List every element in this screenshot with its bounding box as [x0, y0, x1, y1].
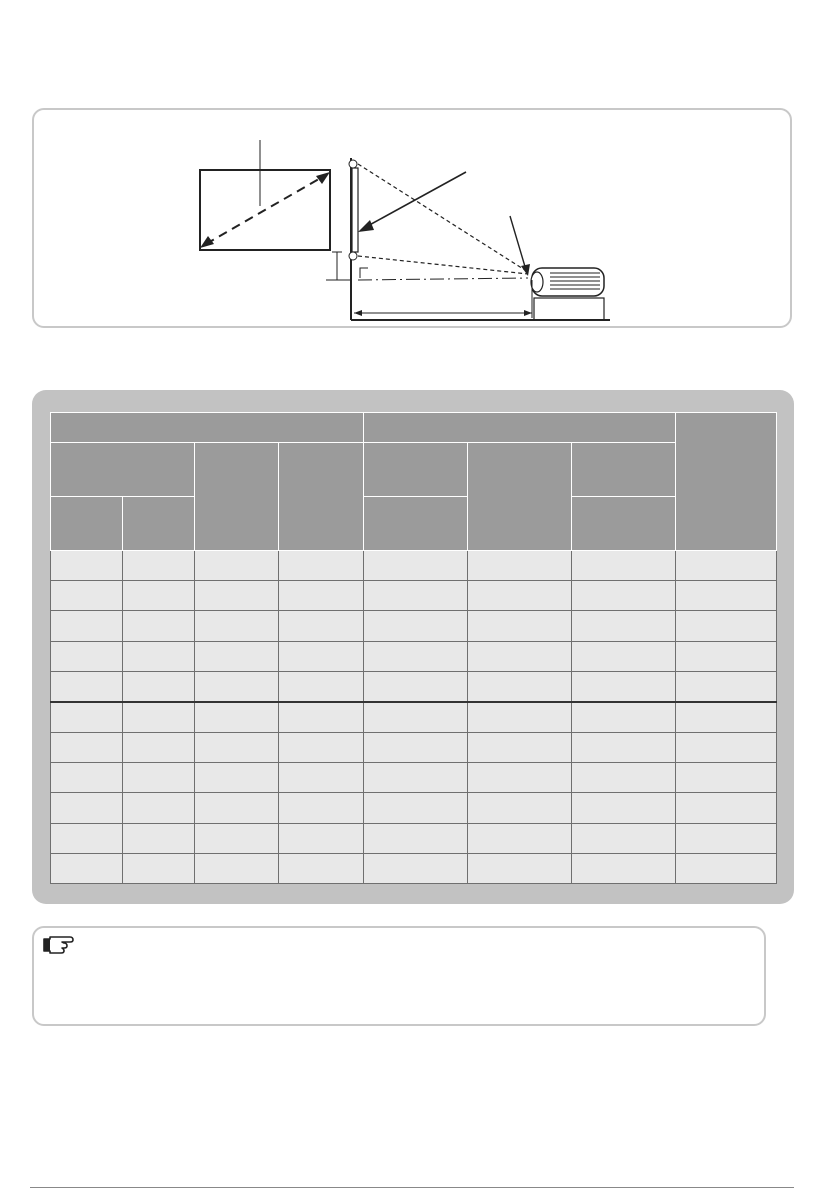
table-row — [51, 733, 777, 763]
table-row — [51, 671, 777, 702]
header-average — [468, 443, 572, 551]
table-cell — [51, 853, 123, 883]
table-cell — [676, 581, 777, 611]
projection-diagram-panel — [32, 108, 792, 328]
note-box — [32, 926, 766, 1026]
table-cell — [676, 763, 777, 793]
table-row — [51, 641, 777, 671]
table-cell — [195, 793, 279, 823]
table-cell — [572, 551, 676, 581]
table-cell — [468, 671, 572, 702]
header-max-zoom — [572, 497, 676, 551]
header-min-zoom — [364, 497, 468, 551]
footer-rule — [30, 1187, 794, 1188]
projection-ray-bottom — [358, 256, 528, 274]
projector-table — [534, 298, 604, 320]
table-cell — [195, 641, 279, 671]
table-cell — [195, 733, 279, 763]
header-height — [195, 443, 279, 551]
table-cell — [572, 763, 676, 793]
table-cell — [468, 702, 572, 733]
dimension-table-panel — [32, 390, 794, 904]
table-cell — [572, 611, 676, 641]
table-cell — [676, 641, 777, 671]
table-row — [51, 581, 777, 611]
dimension-table-body — [51, 551, 777, 884]
table-cell — [364, 581, 468, 611]
table-row — [51, 853, 777, 883]
table-cell — [676, 853, 777, 883]
table-cell — [195, 853, 279, 883]
table-cell — [364, 641, 468, 671]
table-cell — [123, 551, 195, 581]
table-cell — [195, 763, 279, 793]
table-cell — [468, 733, 572, 763]
table-cell — [279, 763, 364, 793]
table-cell — [468, 823, 572, 853]
table-cell — [279, 733, 364, 763]
table-cell — [468, 551, 572, 581]
table-cell — [572, 733, 676, 763]
table-cell — [364, 793, 468, 823]
table-cell — [279, 793, 364, 823]
table-cell — [279, 671, 364, 702]
table-cell — [676, 733, 777, 763]
table-cell — [572, 823, 676, 853]
projector-illustration — [531, 268, 604, 296]
table-row — [51, 551, 777, 581]
table-cell — [279, 641, 364, 671]
table-cell — [123, 733, 195, 763]
screen-top-marker — [349, 160, 357, 168]
table-cell — [195, 581, 279, 611]
table-cell — [123, 671, 195, 702]
dimension-table — [50, 412, 777, 884]
table-cell — [279, 702, 364, 733]
table-cell — [676, 702, 777, 733]
table-cell — [364, 702, 468, 733]
screen-bottom-marker — [349, 252, 357, 260]
table-row — [51, 611, 777, 641]
table-cell — [195, 671, 279, 702]
table-cell — [572, 641, 676, 671]
table-cell — [364, 611, 468, 641]
distance-arrow-right — [524, 310, 532, 316]
table-cell — [572, 671, 676, 702]
table-cell — [195, 551, 279, 581]
table-cell — [676, 671, 777, 702]
table-cell — [468, 641, 572, 671]
header-diagonal-unit-a — [51, 497, 123, 551]
table-cell — [195, 823, 279, 853]
table-cell — [468, 611, 572, 641]
table-cell — [279, 581, 364, 611]
table-cell — [279, 611, 364, 641]
table-cell — [123, 611, 195, 641]
table-cell — [676, 611, 777, 641]
table-cell — [51, 581, 123, 611]
table-cell — [123, 702, 195, 733]
table-cell — [572, 793, 676, 823]
table-cell — [279, 823, 364, 853]
pointing-hand-icon — [42, 933, 76, 955]
table-cell — [51, 551, 123, 581]
table-cell — [364, 551, 468, 581]
table-cell — [51, 641, 123, 671]
table-cell — [364, 733, 468, 763]
header-min-distance — [364, 443, 468, 497]
table-cell — [279, 853, 364, 883]
table-row — [51, 823, 777, 853]
table-cell — [123, 641, 195, 671]
table-row — [51, 702, 777, 733]
table-row — [51, 763, 777, 793]
table-cell — [572, 581, 676, 611]
table-cell — [468, 763, 572, 793]
table-row — [51, 793, 777, 823]
table-cell — [468, 793, 572, 823]
screen-side-view — [352, 168, 358, 252]
table-cell — [364, 763, 468, 793]
header-offset — [676, 413, 777, 551]
table-cell — [572, 853, 676, 883]
header-width — [279, 443, 364, 551]
table-cell — [468, 581, 572, 611]
table-cell — [123, 823, 195, 853]
right-angle-marker — [360, 268, 368, 278]
table-cell — [51, 763, 123, 793]
table-cell — [468, 853, 572, 883]
table-cell — [51, 611, 123, 641]
header-diagonal — [51, 443, 195, 497]
table-cell — [195, 702, 279, 733]
lens-centerline — [358, 278, 528, 280]
header-group-distance — [364, 413, 676, 443]
table-cell — [51, 823, 123, 853]
table-cell — [364, 853, 468, 883]
header-max-distance — [572, 443, 676, 497]
table-cell — [364, 671, 468, 702]
distance-arrow-left — [354, 310, 362, 316]
table-cell — [676, 551, 777, 581]
table-cell — [676, 793, 777, 823]
table-cell — [51, 793, 123, 823]
table-cell — [123, 581, 195, 611]
table-cell — [51, 733, 123, 763]
table-cell — [195, 611, 279, 641]
table-cell — [279, 551, 364, 581]
header-group-screen — [51, 413, 364, 443]
projection-diagram — [34, 110, 794, 330]
table-cell — [364, 823, 468, 853]
table-cell — [572, 702, 676, 733]
table-cell — [123, 763, 195, 793]
table-cell — [51, 702, 123, 733]
header-diagonal-unit-b — [123, 497, 195, 551]
table-cell — [51, 671, 123, 702]
screen-pointer-arrow — [358, 220, 374, 232]
table-cell — [123, 793, 195, 823]
screen-pointer-line — [364, 172, 466, 228]
table-cell — [123, 853, 195, 883]
table-cell — [676, 823, 777, 853]
